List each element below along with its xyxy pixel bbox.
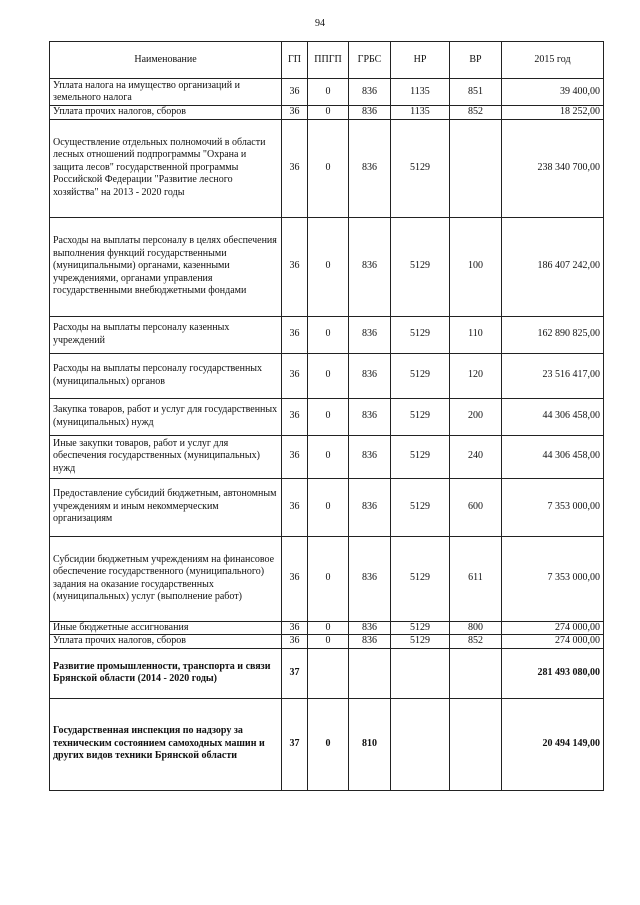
row-amount: 44 306 458,00 bbox=[502, 398, 604, 435]
row-amount: 7 353 000,00 bbox=[502, 478, 604, 536]
row-gp: 37 bbox=[282, 648, 308, 698]
row-np: 5129 bbox=[391, 398, 450, 435]
row-amount: 281 493 080,00 bbox=[502, 648, 604, 698]
row-gp: 36 bbox=[282, 316, 308, 353]
row-vr: 852 bbox=[450, 635, 502, 649]
row-vr: 110 bbox=[450, 316, 502, 353]
row-gp: 36 bbox=[282, 106, 308, 120]
row-name: Расходы на выплаты персоналу казенных учреждений bbox=[50, 316, 282, 353]
table-row bbox=[50, 536, 604, 621]
row-amount: 186 407 242,00 bbox=[502, 217, 604, 316]
row-vr: 120 bbox=[450, 353, 502, 398]
row-gp: 36 bbox=[282, 353, 308, 398]
row-grbs bbox=[349, 648, 391, 698]
row-grbs: 836 bbox=[349, 79, 391, 106]
row-np: 1135 bbox=[391, 79, 450, 106]
row-amount: 44 306 458,00 bbox=[502, 435, 604, 478]
row-grbs: 810 bbox=[349, 698, 391, 790]
row-name: Уплата прочих налогов, сборов bbox=[50, 106, 282, 120]
row-vr: 852 bbox=[450, 106, 502, 120]
row-grbs: 836 bbox=[349, 316, 391, 353]
row-grbs: 836 bbox=[349, 635, 391, 649]
row-gp: 37 bbox=[282, 698, 308, 790]
row-np: 5129 bbox=[391, 316, 450, 353]
row-gp: 36 bbox=[282, 635, 308, 649]
header-np: НР bbox=[391, 42, 450, 79]
row-np bbox=[391, 648, 450, 698]
row-name: Предоставление субсидий бюджетным, автономным учреждениям и иным некоммерческим организациям bbox=[50, 478, 282, 536]
row-vr bbox=[450, 119, 502, 217]
row-ppgp: 0 bbox=[308, 119, 349, 217]
row-np: 5129 bbox=[391, 478, 450, 536]
table-row bbox=[50, 106, 604, 120]
row-grbs: 836 bbox=[349, 217, 391, 316]
row-np: 5129 bbox=[391, 119, 450, 217]
page-number: 94 bbox=[315, 18, 325, 29]
row-gp: 36 bbox=[282, 435, 308, 478]
row-ppgp: 0 bbox=[308, 316, 349, 353]
row-name: Развитие промышленности, транспорта и связи Брянской области (2014 - 2020 годы) bbox=[50, 648, 282, 698]
row-grbs: 836 bbox=[349, 536, 391, 621]
row-amount: 274 000,00 bbox=[502, 621, 604, 635]
row-ppgp: 0 bbox=[308, 478, 349, 536]
row-vr: 851 bbox=[450, 79, 502, 106]
row-ppgp: 0 bbox=[308, 435, 349, 478]
row-np: 5129 bbox=[391, 536, 450, 621]
row-gp: 36 bbox=[282, 79, 308, 106]
row-grbs: 836 bbox=[349, 353, 391, 398]
row-np: 5129 bbox=[391, 635, 450, 649]
row-gp: 36 bbox=[282, 621, 308, 635]
header-row bbox=[50, 42, 604, 79]
table-row bbox=[50, 353, 604, 398]
table-row bbox=[50, 79, 604, 106]
table-row bbox=[50, 648, 604, 698]
row-np bbox=[391, 698, 450, 790]
row-np: 5129 bbox=[391, 621, 450, 635]
row-amount: 20 494 149,00 bbox=[502, 698, 604, 790]
row-amount: 238 340 700,00 bbox=[502, 119, 604, 217]
row-vr: 200 bbox=[450, 398, 502, 435]
row-name: Расходы на выплаты персоналу государственных (муниципальных) органов bbox=[50, 353, 282, 398]
table-row bbox=[50, 635, 604, 649]
row-ppgp: 0 bbox=[308, 79, 349, 106]
row-np: 5129 bbox=[391, 435, 450, 478]
row-amount: 162 890 825,00 bbox=[502, 316, 604, 353]
row-vr: 611 bbox=[450, 536, 502, 621]
row-amount: 23 516 417,00 bbox=[502, 353, 604, 398]
row-name: Уплата налога на имущество организаций и земельного налога bbox=[50, 79, 282, 106]
row-ppgp bbox=[308, 648, 349, 698]
header-name: Наименование bbox=[50, 42, 282, 79]
header-grbs: ГРБС bbox=[349, 42, 391, 79]
row-vr bbox=[450, 648, 502, 698]
row-ppgp: 0 bbox=[308, 398, 349, 435]
row-vr: 800 bbox=[450, 621, 502, 635]
row-ppgp: 0 bbox=[308, 698, 349, 790]
row-vr bbox=[450, 698, 502, 790]
row-vr: 600 bbox=[450, 478, 502, 536]
row-gp: 36 bbox=[282, 119, 308, 217]
row-vr: 100 bbox=[450, 217, 502, 316]
row-name: Закупка товаров, работ и услуг для государственных (муниципальных) нужд bbox=[50, 398, 282, 435]
row-ppgp: 0 bbox=[308, 106, 349, 120]
row-np: 1135 bbox=[391, 106, 450, 120]
row-grbs: 836 bbox=[349, 621, 391, 635]
row-name: Уплата прочих налогов, сборов bbox=[50, 635, 282, 649]
row-gp: 36 bbox=[282, 478, 308, 536]
header-gp: ГП bbox=[282, 42, 308, 79]
table-row bbox=[50, 621, 604, 635]
table-row bbox=[50, 398, 604, 435]
row-gp: 36 bbox=[282, 398, 308, 435]
table-row bbox=[50, 316, 604, 353]
table-row bbox=[50, 478, 604, 536]
row-ppgp: 0 bbox=[308, 635, 349, 649]
table-row bbox=[50, 119, 604, 217]
row-name: Субсидии бюджетным учреждениям на финансовое обеспечение государственного (муниципального) задания на оказание государственных (муниципальных) услуг (выполнение работ) bbox=[50, 536, 282, 621]
row-amount: 18 252,00 bbox=[502, 106, 604, 120]
header-vr: ВР bbox=[450, 42, 502, 79]
row-ppgp: 0 bbox=[308, 353, 349, 398]
budget-table bbox=[49, 41, 604, 791]
row-ppgp: 0 bbox=[308, 536, 349, 621]
row-amount: 39 400,00 bbox=[502, 79, 604, 106]
row-ppgp: 0 bbox=[308, 621, 349, 635]
row-np: 5129 bbox=[391, 353, 450, 398]
row-grbs: 836 bbox=[349, 478, 391, 536]
row-np: 5129 bbox=[391, 217, 450, 316]
row-gp: 36 bbox=[282, 536, 308, 621]
header-amount: 2015 год bbox=[502, 42, 604, 79]
row-grbs: 836 bbox=[349, 435, 391, 478]
row-amount: 7 353 000,00 bbox=[502, 536, 604, 621]
table-row bbox=[50, 698, 604, 790]
row-vr: 240 bbox=[450, 435, 502, 478]
row-grbs: 836 bbox=[349, 106, 391, 120]
row-grbs: 836 bbox=[349, 119, 391, 217]
table-row bbox=[50, 435, 604, 478]
row-name: Иные закупки товаров, работ и услуг для обеспечения государственных (муниципальных) нужд bbox=[50, 435, 282, 478]
header-ppgp: ППГП bbox=[308, 42, 349, 79]
row-grbs: 836 bbox=[349, 398, 391, 435]
row-gp: 36 bbox=[282, 217, 308, 316]
row-ppgp: 0 bbox=[308, 217, 349, 316]
row-amount: 274 000,00 bbox=[502, 635, 604, 649]
table-row bbox=[50, 217, 604, 316]
row-name: Осуществление отдельных полномочий в области лесных отношений подпрограммы "Охрана и защита лесов" государственной программы Российской Федерации "Развитие лесного хозяйства" на 2013 - 2020 годы bbox=[50, 119, 282, 217]
row-name: Расходы на выплаты персоналу в целях обеспечения выполнения функций государственными (муниципальными) органами, казенными учреждениями, органами управления государственными внебюджетными фондами bbox=[50, 217, 282, 316]
row-name: Государственная инспекция по надзору за техническим состоянием самоходных машин и других видов техники Брянской области bbox=[50, 698, 282, 790]
row-name: Иные бюджетные ассигнования bbox=[50, 621, 282, 635]
